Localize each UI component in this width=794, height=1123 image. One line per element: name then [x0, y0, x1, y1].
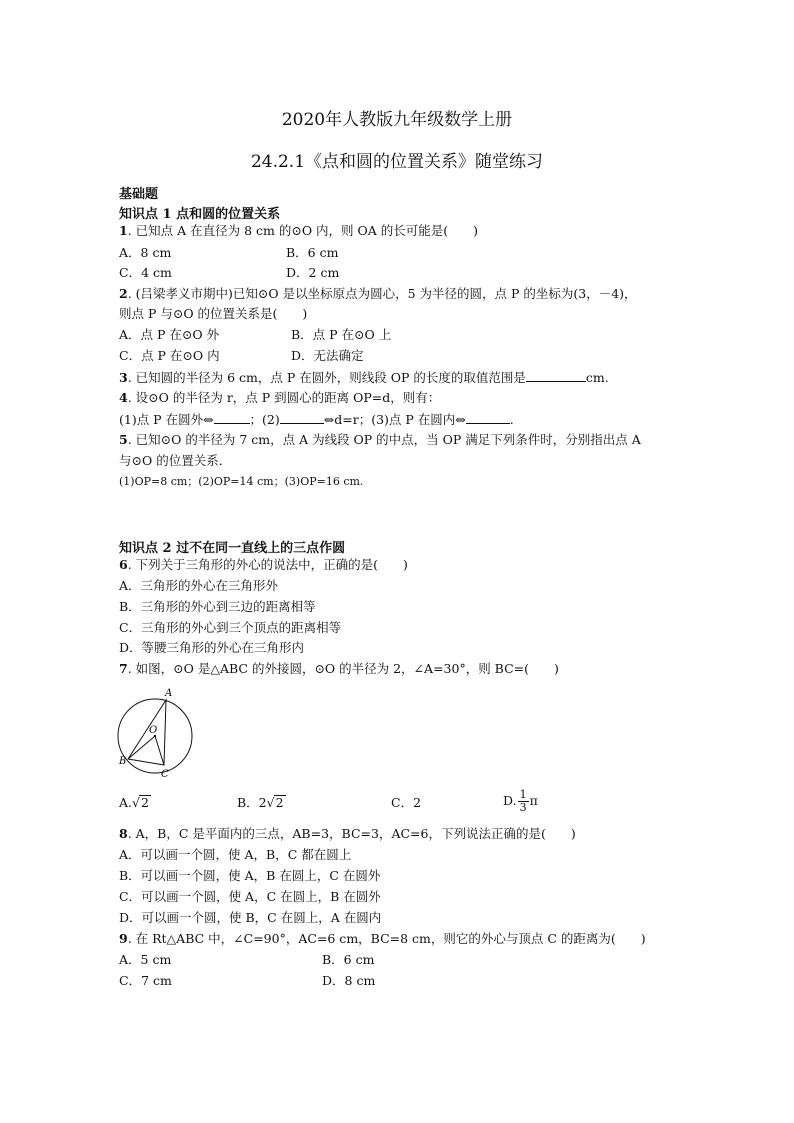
q8-option-a: A．可以画一个圆，使 A，B，C 都在圆上: [119, 847, 352, 862]
q2-option-d: D．无法确定: [291, 348, 364, 363]
q2-option-a: A．点 P 在⊙O 外: [119, 327, 220, 342]
question-9: 9. 在 Rt△ABC 中，∠C=90°，AC=6 cm，BC=8 cm，则它的外心与顶点 C 的距离为( ): [119, 931, 646, 946]
question-1: 1. 已知点 A 在直径为 8 cm 的⊙O 内，则 OA 的长可能是( ): [119, 223, 479, 238]
question-5-cont: 与⊙O 的位置关系．: [119, 453, 232, 468]
q8-option-b: B．可以画一个圆，使 A，B 在圆上，C 在圆外: [119, 868, 381, 883]
question-5: 5. 已知⊙O 的半径为 7 cm，点 A 为线段 OP 的中点，当 OP 满足下列条件时，分别指出点 A: [119, 432, 641, 447]
label-b: B: [119, 756, 127, 767]
section-basic: 基础题: [119, 187, 159, 202]
q1-option-b: B．6 cm: [286, 245, 339, 260]
q9-option-d: D．8 cm: [322, 973, 376, 988]
q1-option-d: D．2 cm: [286, 265, 340, 280]
q9-option-b: B．6 cm: [322, 952, 375, 967]
triangle-abc: [128, 700, 166, 765]
document-subtitle: 24.2.1《点和圆的位置关系》随堂练习: [250, 152, 544, 172]
q6-option-d: D．等腰三角形的外心在三角形内: [119, 640, 305, 655]
question-2-cont: 则点 P 与⊙O 的位置关系是( ): [119, 306, 308, 321]
q7-option-b: B．2√2: [237, 795, 284, 810]
document-title: 2020年人教版九年级数学上册: [281, 110, 513, 130]
knowledge-point-2: 知识点 2 过不在同一直线上的三点作圆: [119, 541, 346, 556]
answer-blank[interactable]: [280, 411, 324, 424]
question-3: 3. 已知圆的半径为 6 cm，点 P 在圆外，则线段 OP 的长度的取值范围是 cm.: [119, 370, 609, 385]
q2-option-c: C．点 P 在⊙O 内: [119, 348, 220, 363]
radius-ob: [128, 736, 155, 759]
q7-option-d: D. $\frac{1}{3}$ π: [503, 788, 538, 814]
knowledge-point-1: 知识点 1 点和圆的位置关系: [119, 207, 281, 222]
question-8: 8. A，B，C 是平面内的三点，AB=3，BC=3，AC=6，下列说法正确的是( ): [119, 826, 576, 841]
q2-option-b: B．点 P 在⊙O 上: [291, 327, 392, 342]
answer-blank[interactable]: [466, 411, 510, 424]
q6-option-b: B．三角形的外心到三边的距离相等: [119, 599, 316, 614]
q7-option-a: A.√2: [119, 795, 149, 810]
label-c: C: [161, 769, 169, 780]
q6-option-a: A．三角形的外心在三角形外: [119, 578, 279, 593]
question-4: 4. 设⊙O 的半径为 r，点 P 到圆心的距离 OP=d，则有：: [119, 390, 441, 405]
q9-option-c: C．7 cm: [119, 973, 172, 988]
q7-option-c: C．2: [391, 795, 422, 810]
answer-blank[interactable]: [526, 369, 586, 382]
question-5-parts: (1)OP=8 cm；(2)OP=14 cm；(3)OP=16 cm.: [119, 475, 364, 488]
q1-option-c: C．4 cm: [119, 265, 172, 280]
question-2: 2. (吕梁孝义市期中)已知⊙O 是以坐标原点为圆心，5 为半径的圆，点 P 的坐标为(3，－4)，: [119, 286, 637, 301]
label-a: A: [165, 688, 173, 699]
q8-option-c: C．可以画一个圆，使 A，C 在圆上，B 在圆外: [119, 889, 381, 904]
question-4-parts: (1)点 P 在圆外⇔ ；(2) ⇔d=r；(3)点 P 在圆内⇔ .: [119, 412, 514, 427]
question-6: 6. 下列关于三角形的外心的说法中，正确的是( ): [119, 557, 408, 572]
q6-option-c: C．三角形的外心到三个顶点的距离相等: [119, 620, 342, 635]
q9-option-a: A．5 cm: [119, 952, 172, 967]
radius-oc: [155, 736, 164, 765]
q8-option-d: D．可以画一个圆，使 B，C 在圆上，A 在圆内: [119, 910, 382, 925]
label-o: O: [149, 725, 158, 736]
answer-blank[interactable]: [214, 411, 250, 424]
circle-figure: [115, 686, 199, 782]
q1-option-a: A．8 cm: [119, 245, 172, 260]
question-7: 7. 如图，⊙O 是△ABC 的外接圆，⊙O 的半径为 2，∠A=30°，则 BC=( ): [119, 661, 559, 676]
